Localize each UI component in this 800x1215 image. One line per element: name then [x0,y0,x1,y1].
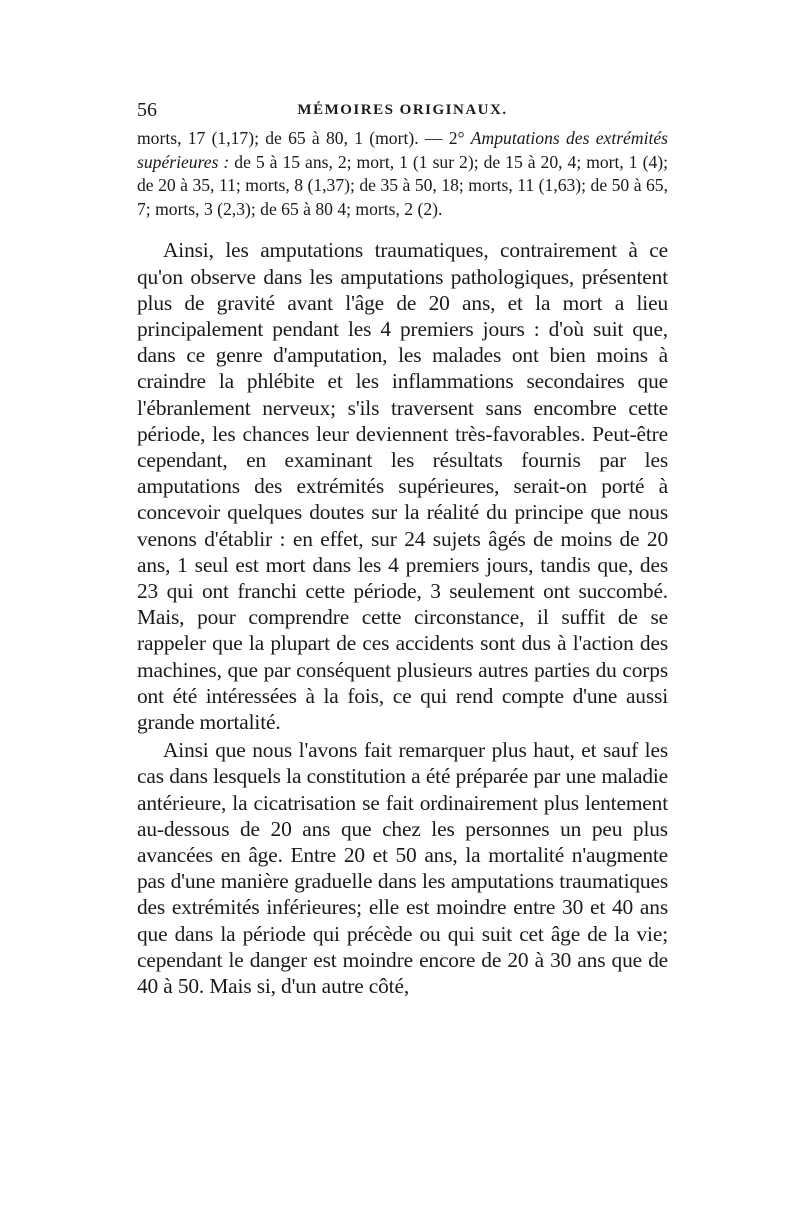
running-title: MÉMOIRES ORIGINAUX. [297,102,508,118]
continuation-paragraph [137,127,668,221]
page-content [137,97,668,999]
continuation-text-end: de 5 à 15 ans, 2; mort, 1 (1 sur 2); de 15 à 20, 4; mort, 1 (4); de 20 à 35, 11; morts, 8 (1,37); de 35 à 50, 18; morts, 11 (1,63); de 50 à 65, 7; morts, 3 (2,3); de 65 à 80 4; morts, 2 (2). [137,151,668,219]
continuation-text-start: morts, 17 (1,17); de 65 à 80, 1 (mort). — 2° [137,128,471,148]
continuation-italic-heading: Amputations des extrémités supérieures : [137,128,668,172]
paragraph-cicatrisation: Ainsi que nous l'avons fait remarquer plus haut, et sauf les cas dans lesquels la constitution a été préparée par une maladie antérieure, la cicatrisation se fait ordinairement plus lentement au-dessous de 20 ans que chez les personnes un peu plus avancées en âge. Entre 20 et 50 ans, la mortalité n'augmente pas d'une manière graduelle dans les amputations traumatiques des extrémités inférieures; elle est moindre entre 30 et 40 ans que dans la période qui précède ou qui suit cet âge de la vie; cependant le danger est moindre encore de 20 à 30 ans que de 40 à 50. Mais si, d'un autre côté, [137,738,668,999]
running-head [137,97,668,127]
paragraph-traumatic-amputations: Ainsi, les amputations traumatiques, contrairement à ce qu'on observe dans les amputations pathologiques, présentent plus de gravité avant l'âge de 20 ans, et la mort a lieu principalement pendant les 4 premiers jours : d'où suit que, dans ce genre d'amputation, les malades ont bien moins à craindre la phlébite et les inflammations secondaires que l'ébranlement nerveux; s'ils traversent sans encombre cette période, les chances leur deviennent très-favorables. Peut-être cependant, en examinant les résultats fournis par les amputations des extrémités supérieures, serait-on porté à concevoir quelques doutes sur la réalité du principe que nous venons d'établir : en effet, sur 24 sujets âgés de moins de 20 ans, 1 seul est mort dans les 4 premiers jours, tandis que, des 23 qui ont franchi cette période, 3 seulement ont succombé. Mais, pour comprendre cette circonstance, il suffit de se rappeler que la plupart de ces accidents sont dus à l'action des machines, que par conséquent plusieurs autres parties du corps ont été intéressées à la fois, ce qui rend compte d'une aussi grande mortalité. [137,238,668,735]
page-number: 56 [137,99,157,121]
